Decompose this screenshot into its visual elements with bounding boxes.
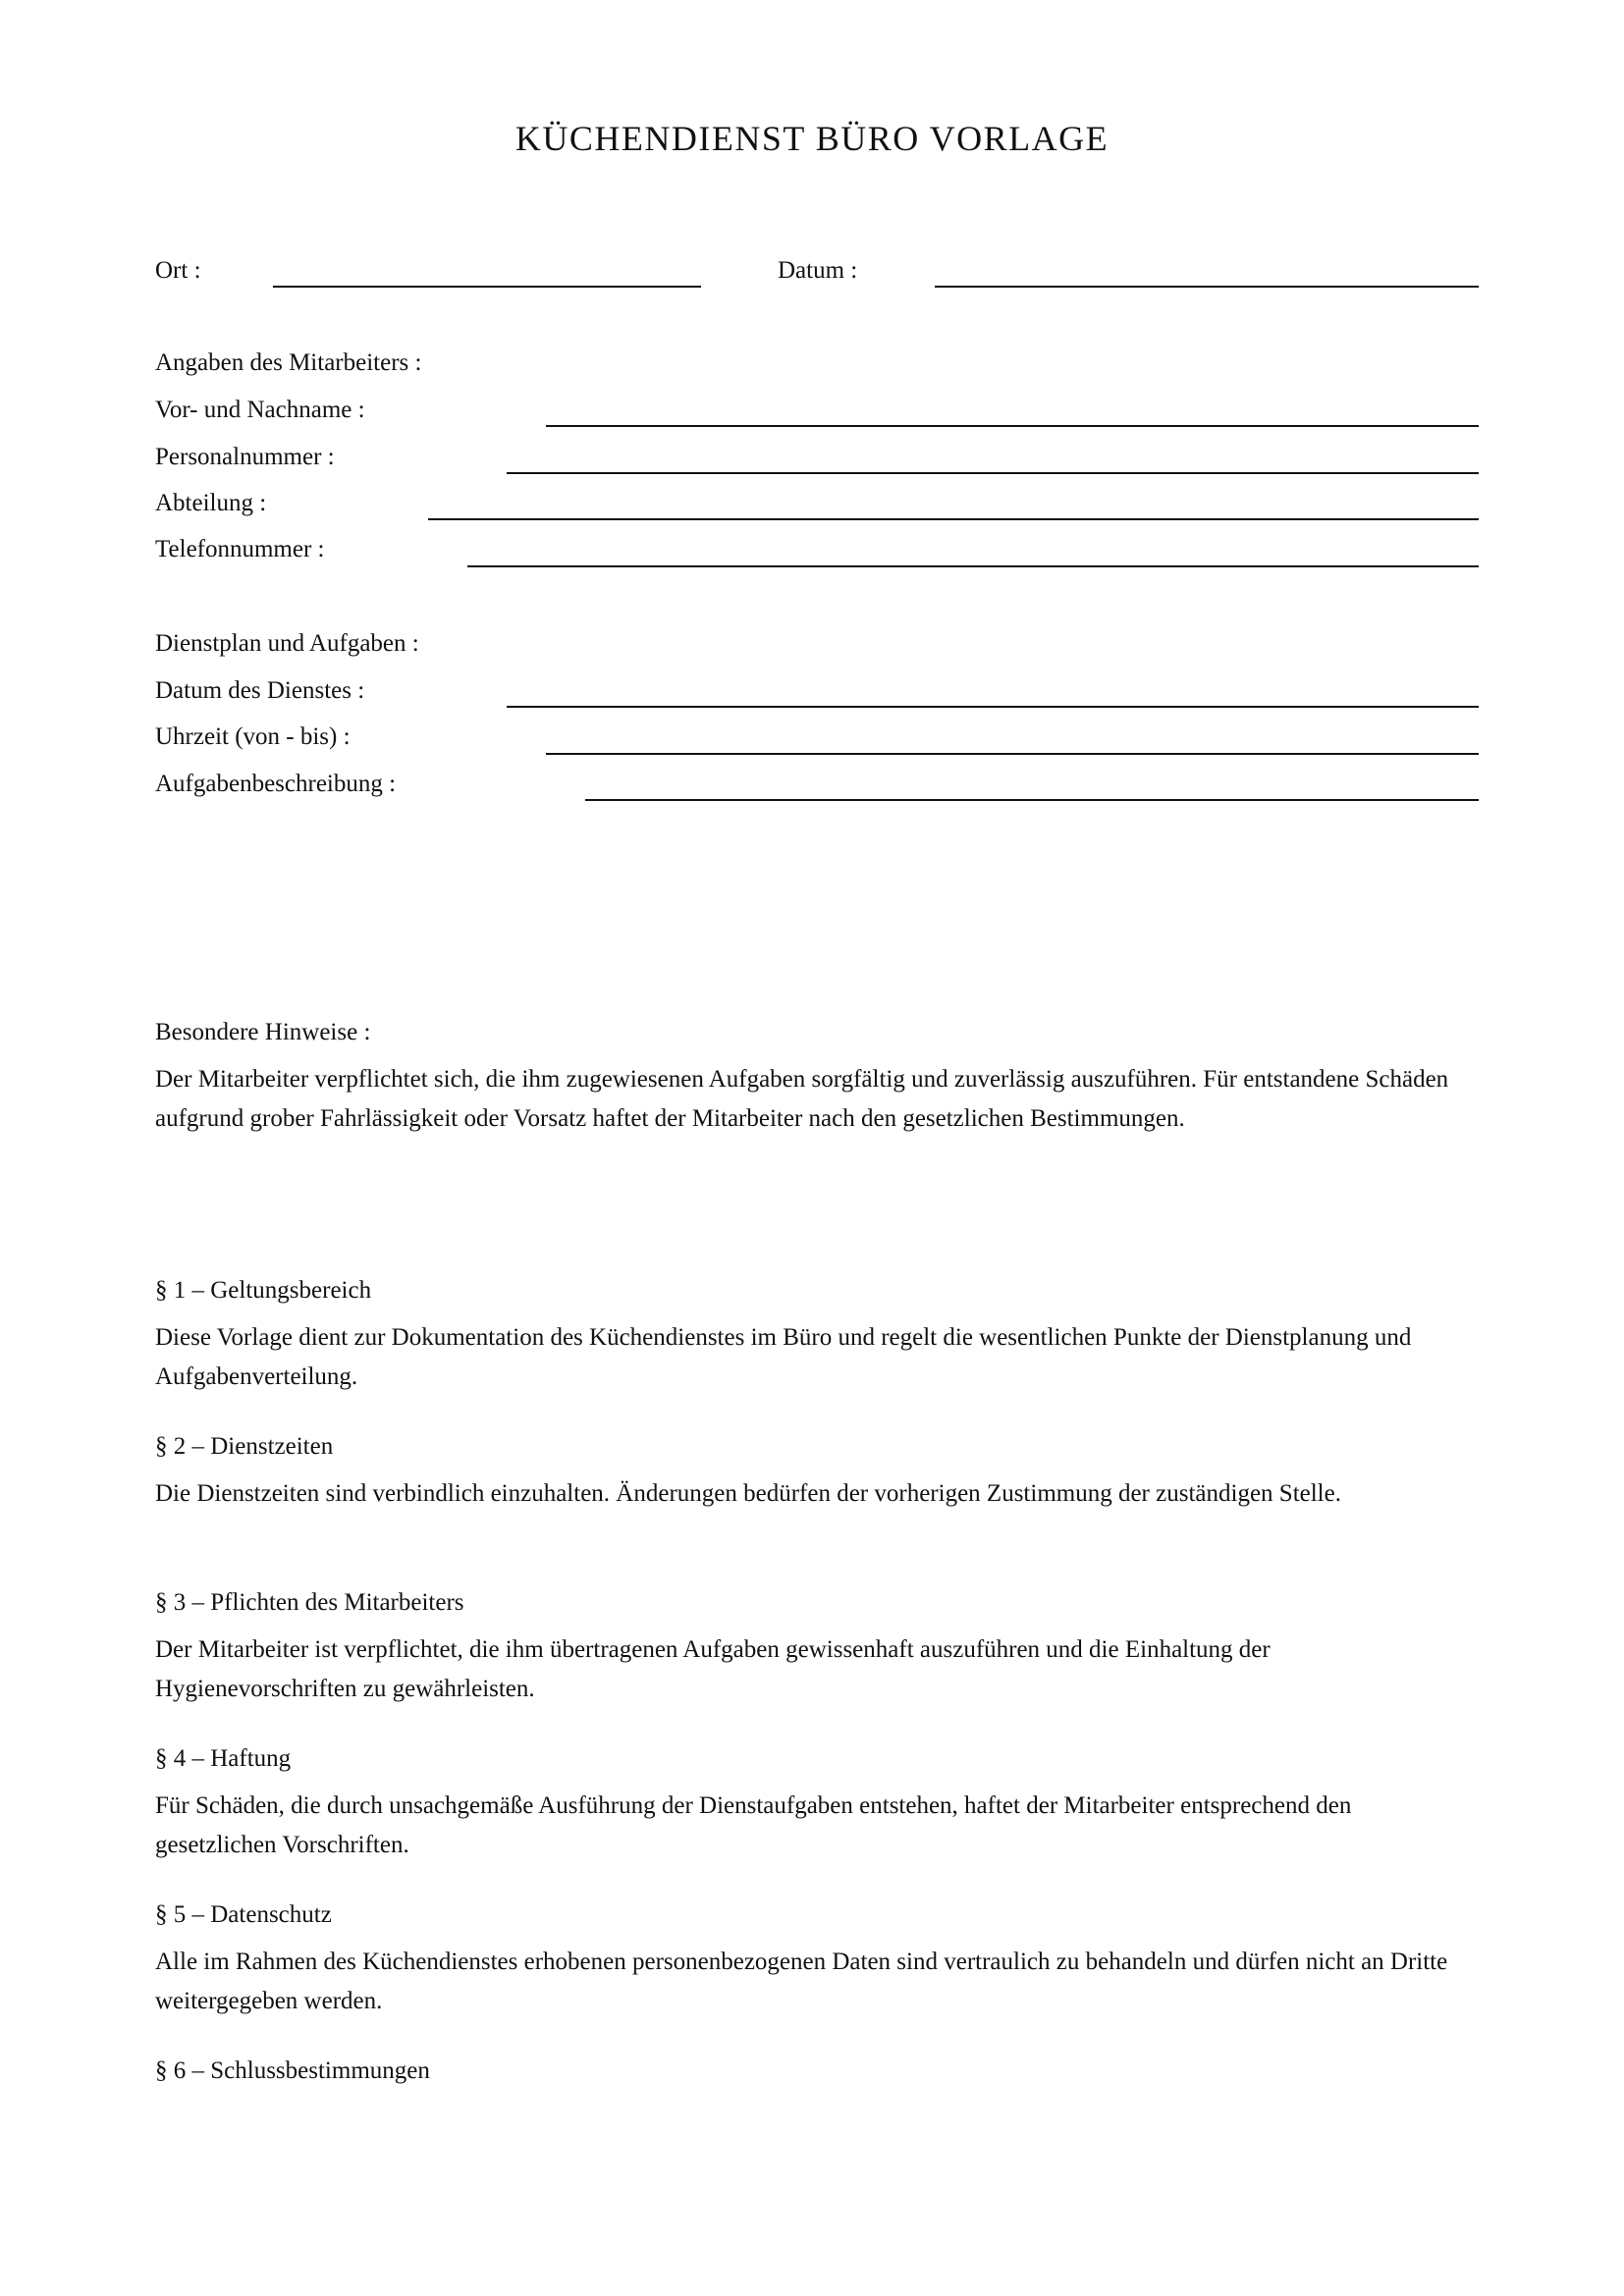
personalnummer-label: Personalnummer : xyxy=(155,444,335,470)
section-heading: § 3 – Pflichten des Mitarbeiters xyxy=(155,1589,464,1616)
section-heading: § 1 – Geltungsbereich xyxy=(155,1277,372,1304)
ort-field-line[interactable] xyxy=(273,286,701,288)
aufgaben-label: Aufgabenbeschreibung : xyxy=(155,771,397,797)
dienst-datum-field-line[interactable] xyxy=(507,706,1479,708)
abteilung-label: Abteilung : xyxy=(155,490,267,516)
ort-label: Ort : xyxy=(155,257,201,284)
dienst-datum-label: Datum des Dienstes : xyxy=(155,677,365,704)
aufgaben-field-line[interactable] xyxy=(585,799,1479,801)
section-text: Die Dienstzeiten sind verbindlich einzuhalten. Änderungen bedürfen der vorherigen Zustimmung der zuständigen Stelle. xyxy=(155,1480,1341,1507)
name-field-line[interactable] xyxy=(546,425,1479,427)
document-title: KÜCHENDIENST BÜRO VORLAGE xyxy=(514,119,1110,158)
hinweise-heading: Besondere Hinweise : xyxy=(155,1019,371,1045)
datum-label: Datum : xyxy=(778,257,858,284)
section-heading: § 5 – Datenschutz xyxy=(155,1901,332,1928)
section-text: Alle im Rahmen des Küchendienstes erhobenen personenbezogenen Daten sind vertraulich zu behandeln und dürfen nicht an Dritte weitergegeben werden. xyxy=(155,1949,1448,2014)
section-heading: § 6 – Schlussbestimmungen xyxy=(155,2057,430,2084)
section-heading: § 4 – Haftung xyxy=(155,1745,292,1772)
telefon-field-line[interactable] xyxy=(467,565,1479,567)
section-text: Für Schäden, die durch unsachgemäße Ausführung der Dienstaufgaben entstehen, haftet der Mitarbeiter entsprechend den gesetzlichen Vorschriften. xyxy=(155,1792,1352,1858)
name-label: Vor- und Nachname : xyxy=(155,397,365,423)
section-heading: § 2 – Dienstzeiten xyxy=(155,1433,334,1460)
section-text: Diese Vorlage dient zur Dokumentation des Küchendienstes im Büro und regelt die wesentlichen Punkte der Dienstplanung und Aufgabenverteilung. xyxy=(155,1324,1412,1390)
datum-field-line[interactable] xyxy=(935,286,1479,288)
mitarbeiter-heading: Angaben des Mitarbeiters : xyxy=(155,349,422,376)
telefon-label: Telefonnummer : xyxy=(155,536,325,562)
abteilung-field-line[interactable] xyxy=(428,518,1479,520)
dienstplan-heading: Dienstplan und Aufgaben : xyxy=(155,630,419,657)
personalnummer-field-line[interactable] xyxy=(507,472,1479,474)
uhrzeit-label: Uhrzeit (von - bis) : xyxy=(155,723,351,750)
hinweise-text: Der Mitarbeiter verpflichtet sich, die ihm zugewiesenen Aufgaben sorgfältig und zuverlässig auszuführen. Für entstandene Schäden aufgrund grober Fahrlässigkeit oder Vorsatz haftet der Mitarbeiter nach den gesetzlichen Bestimmungen. xyxy=(155,1066,1449,1132)
section-text: Der Mitarbeiter ist verpflichtet, die ihm übertragenen Aufgaben gewissenhaft auszuführen und die Einhaltung der Hygienevorschriften zu gewährleisten. xyxy=(155,1636,1271,1702)
uhrzeit-field-line[interactable] xyxy=(546,753,1479,755)
